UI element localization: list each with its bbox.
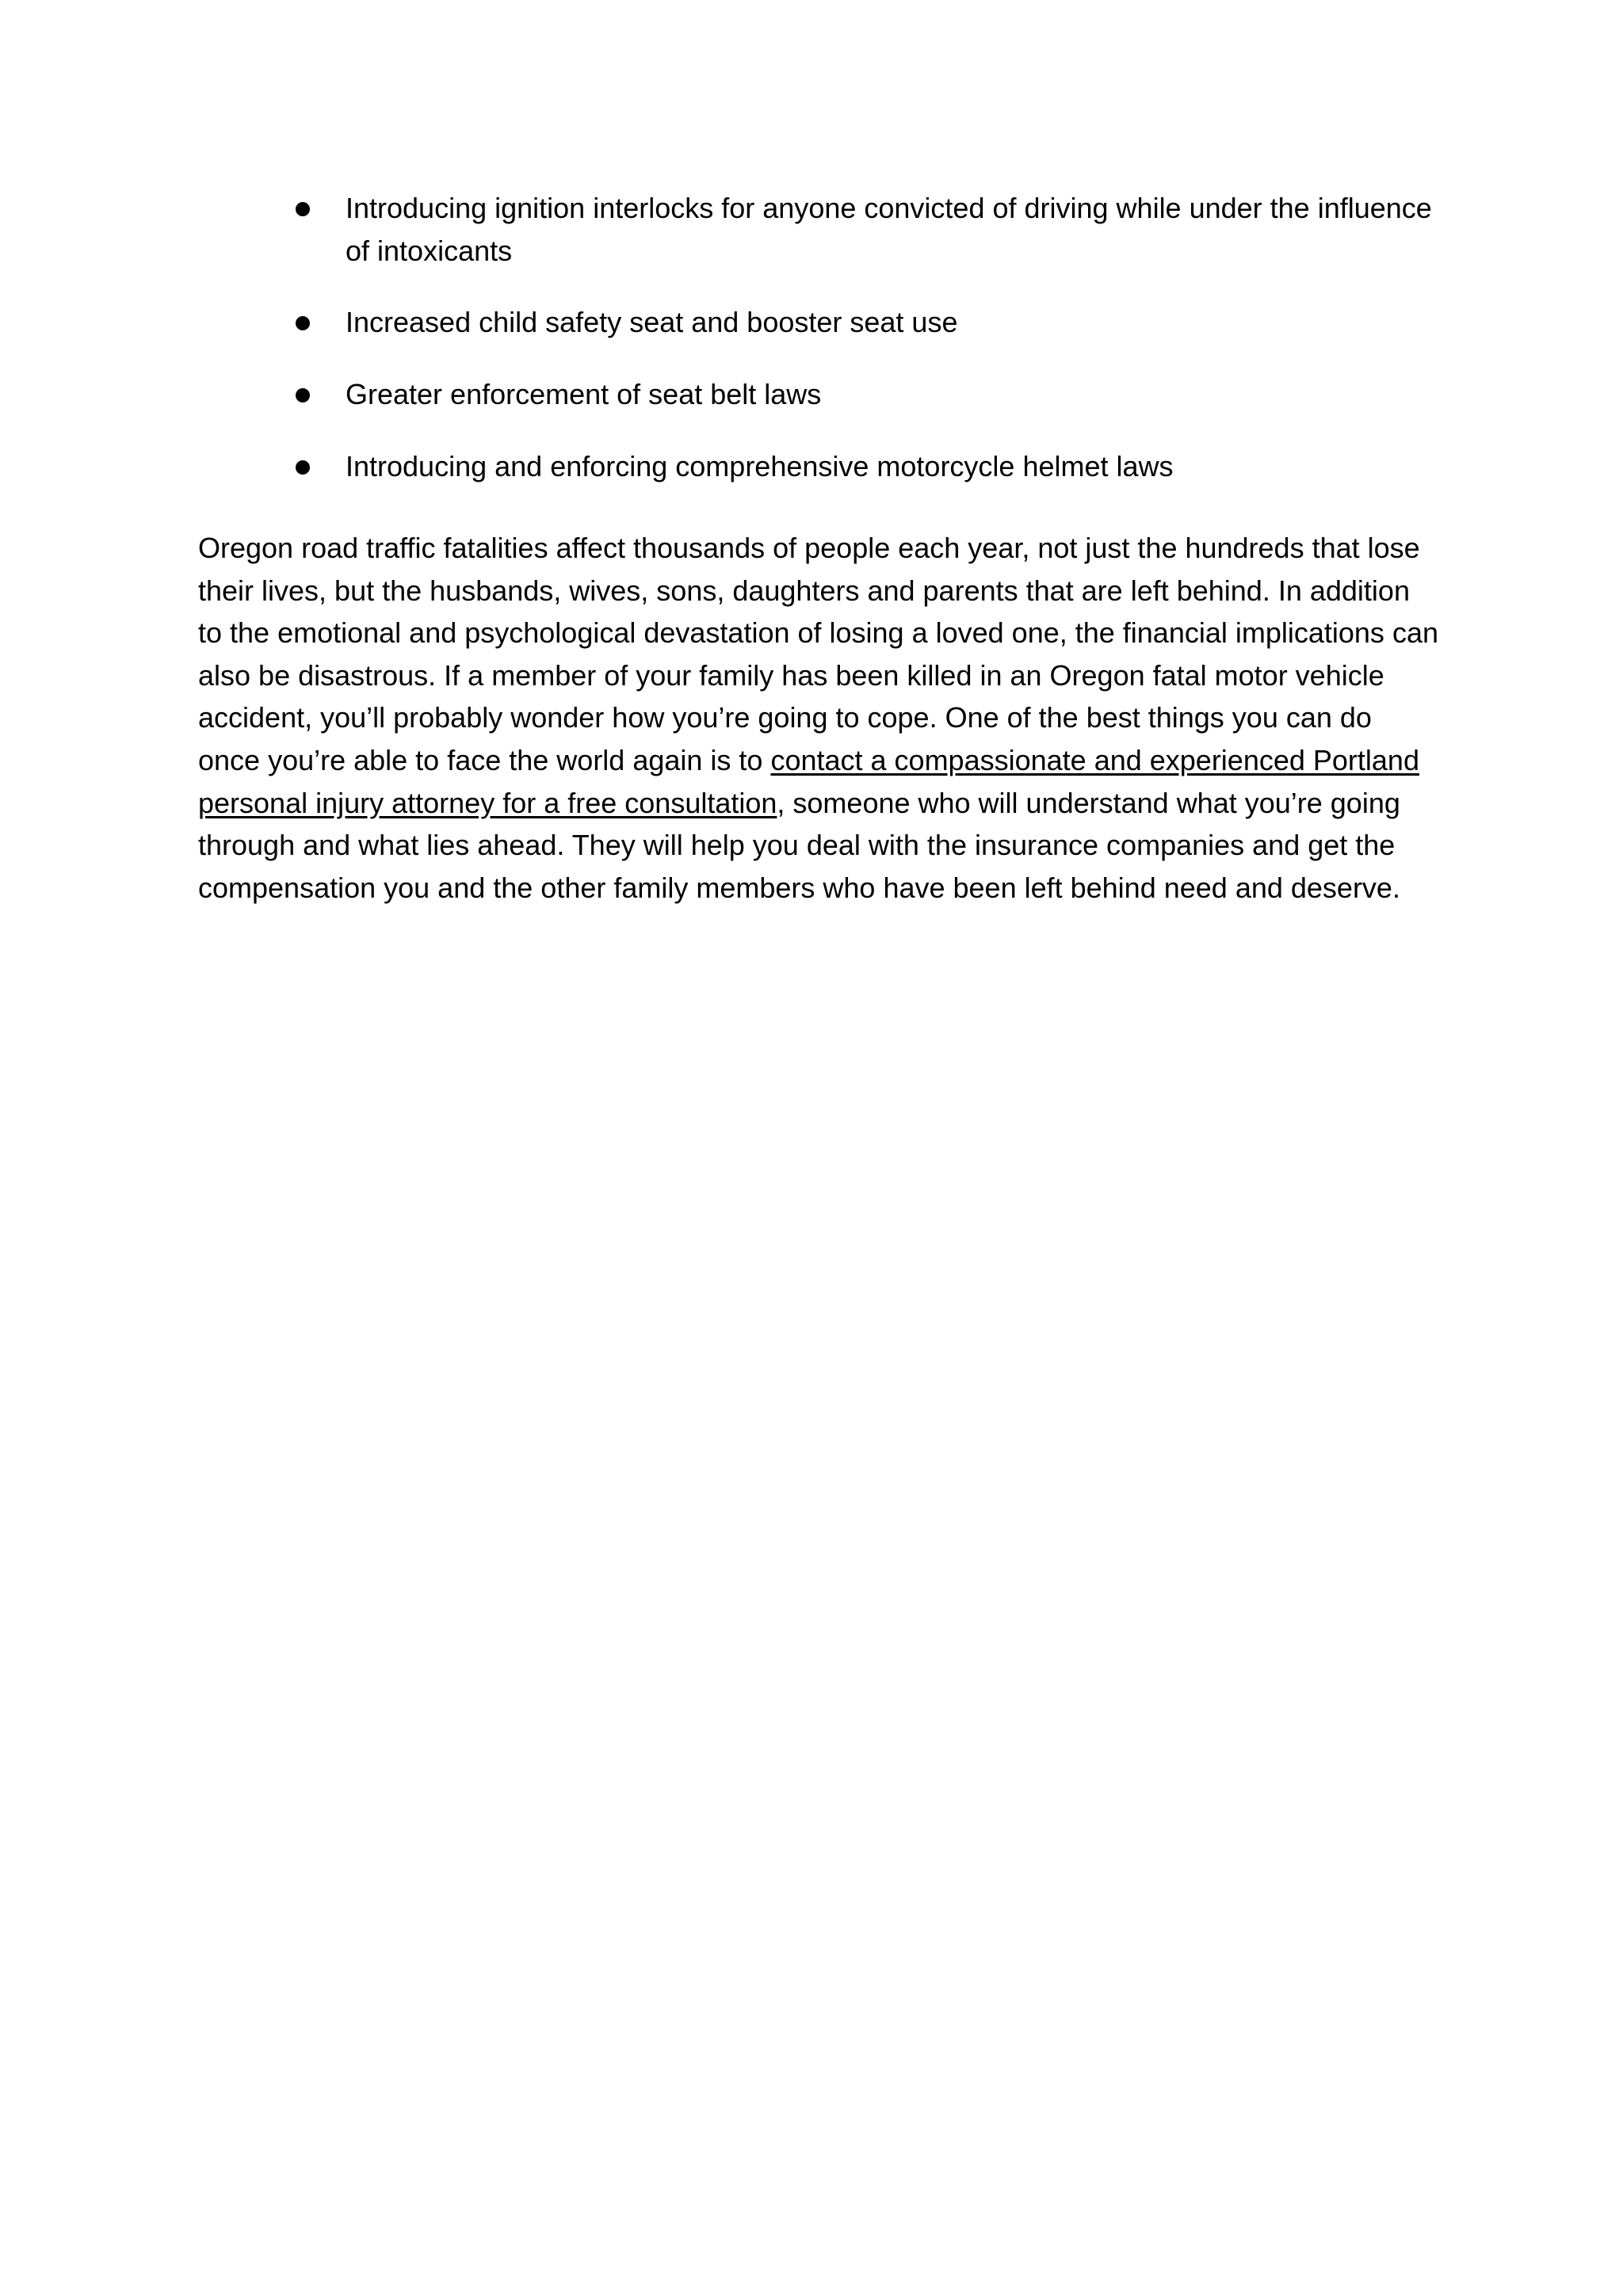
bullet-icon: [296, 202, 310, 216]
bullet-text: Greater enforcement of seat belt laws: [346, 378, 822, 410]
paragraph-text-before-link: Oregon road traffic fatalities affect thousands of people each year, not just the hundreds that lose their lives, but the husbands, wives, sons, daughters and parents that are left behind. In addition to the emotional and psychological devastation of losing a loved one, the financial implications can also be disastrous. If a member of your family has been killed in an Oregon fatal motor vehicle accident, you’ll probably wonder how you’re going to cope. One of the best things you can do once you’re able to face the world again is to: [198, 532, 1438, 776]
bullet-text: Introducing ignition interlocks for anyone convicted of driving while under the influence of intoxicants: [346, 192, 1432, 267]
body-paragraph: [198, 527, 1439, 909]
list-item: [0, 301, 1439, 344]
bullet-text: Increased child safety seat and booster seat use: [346, 306, 958, 338]
bullet-text: Introducing and enforcing comprehensive motorcycle helmet laws: [346, 450, 1174, 482]
list-item: [0, 373, 1439, 416]
consultation-link[interactable]: contact a compassionate and experienced Portland personal injury attorney for a free consultation: [198, 743, 1419, 819]
list-item: [0, 445, 1439, 488]
bullet-icon: [296, 316, 310, 330]
paragraph-text-after-link: , someone who will understand what you’re going through and what lies ahead. They will help you deal with the insurance companies and get the compensation you and the other family members who have been left behind need and deserve.: [198, 786, 1400, 904]
bullet-list: [0, 187, 1623, 517]
bullet-icon: [296, 388, 310, 402]
bullet-icon: [296, 460, 310, 475]
list-item: [0, 187, 1439, 273]
